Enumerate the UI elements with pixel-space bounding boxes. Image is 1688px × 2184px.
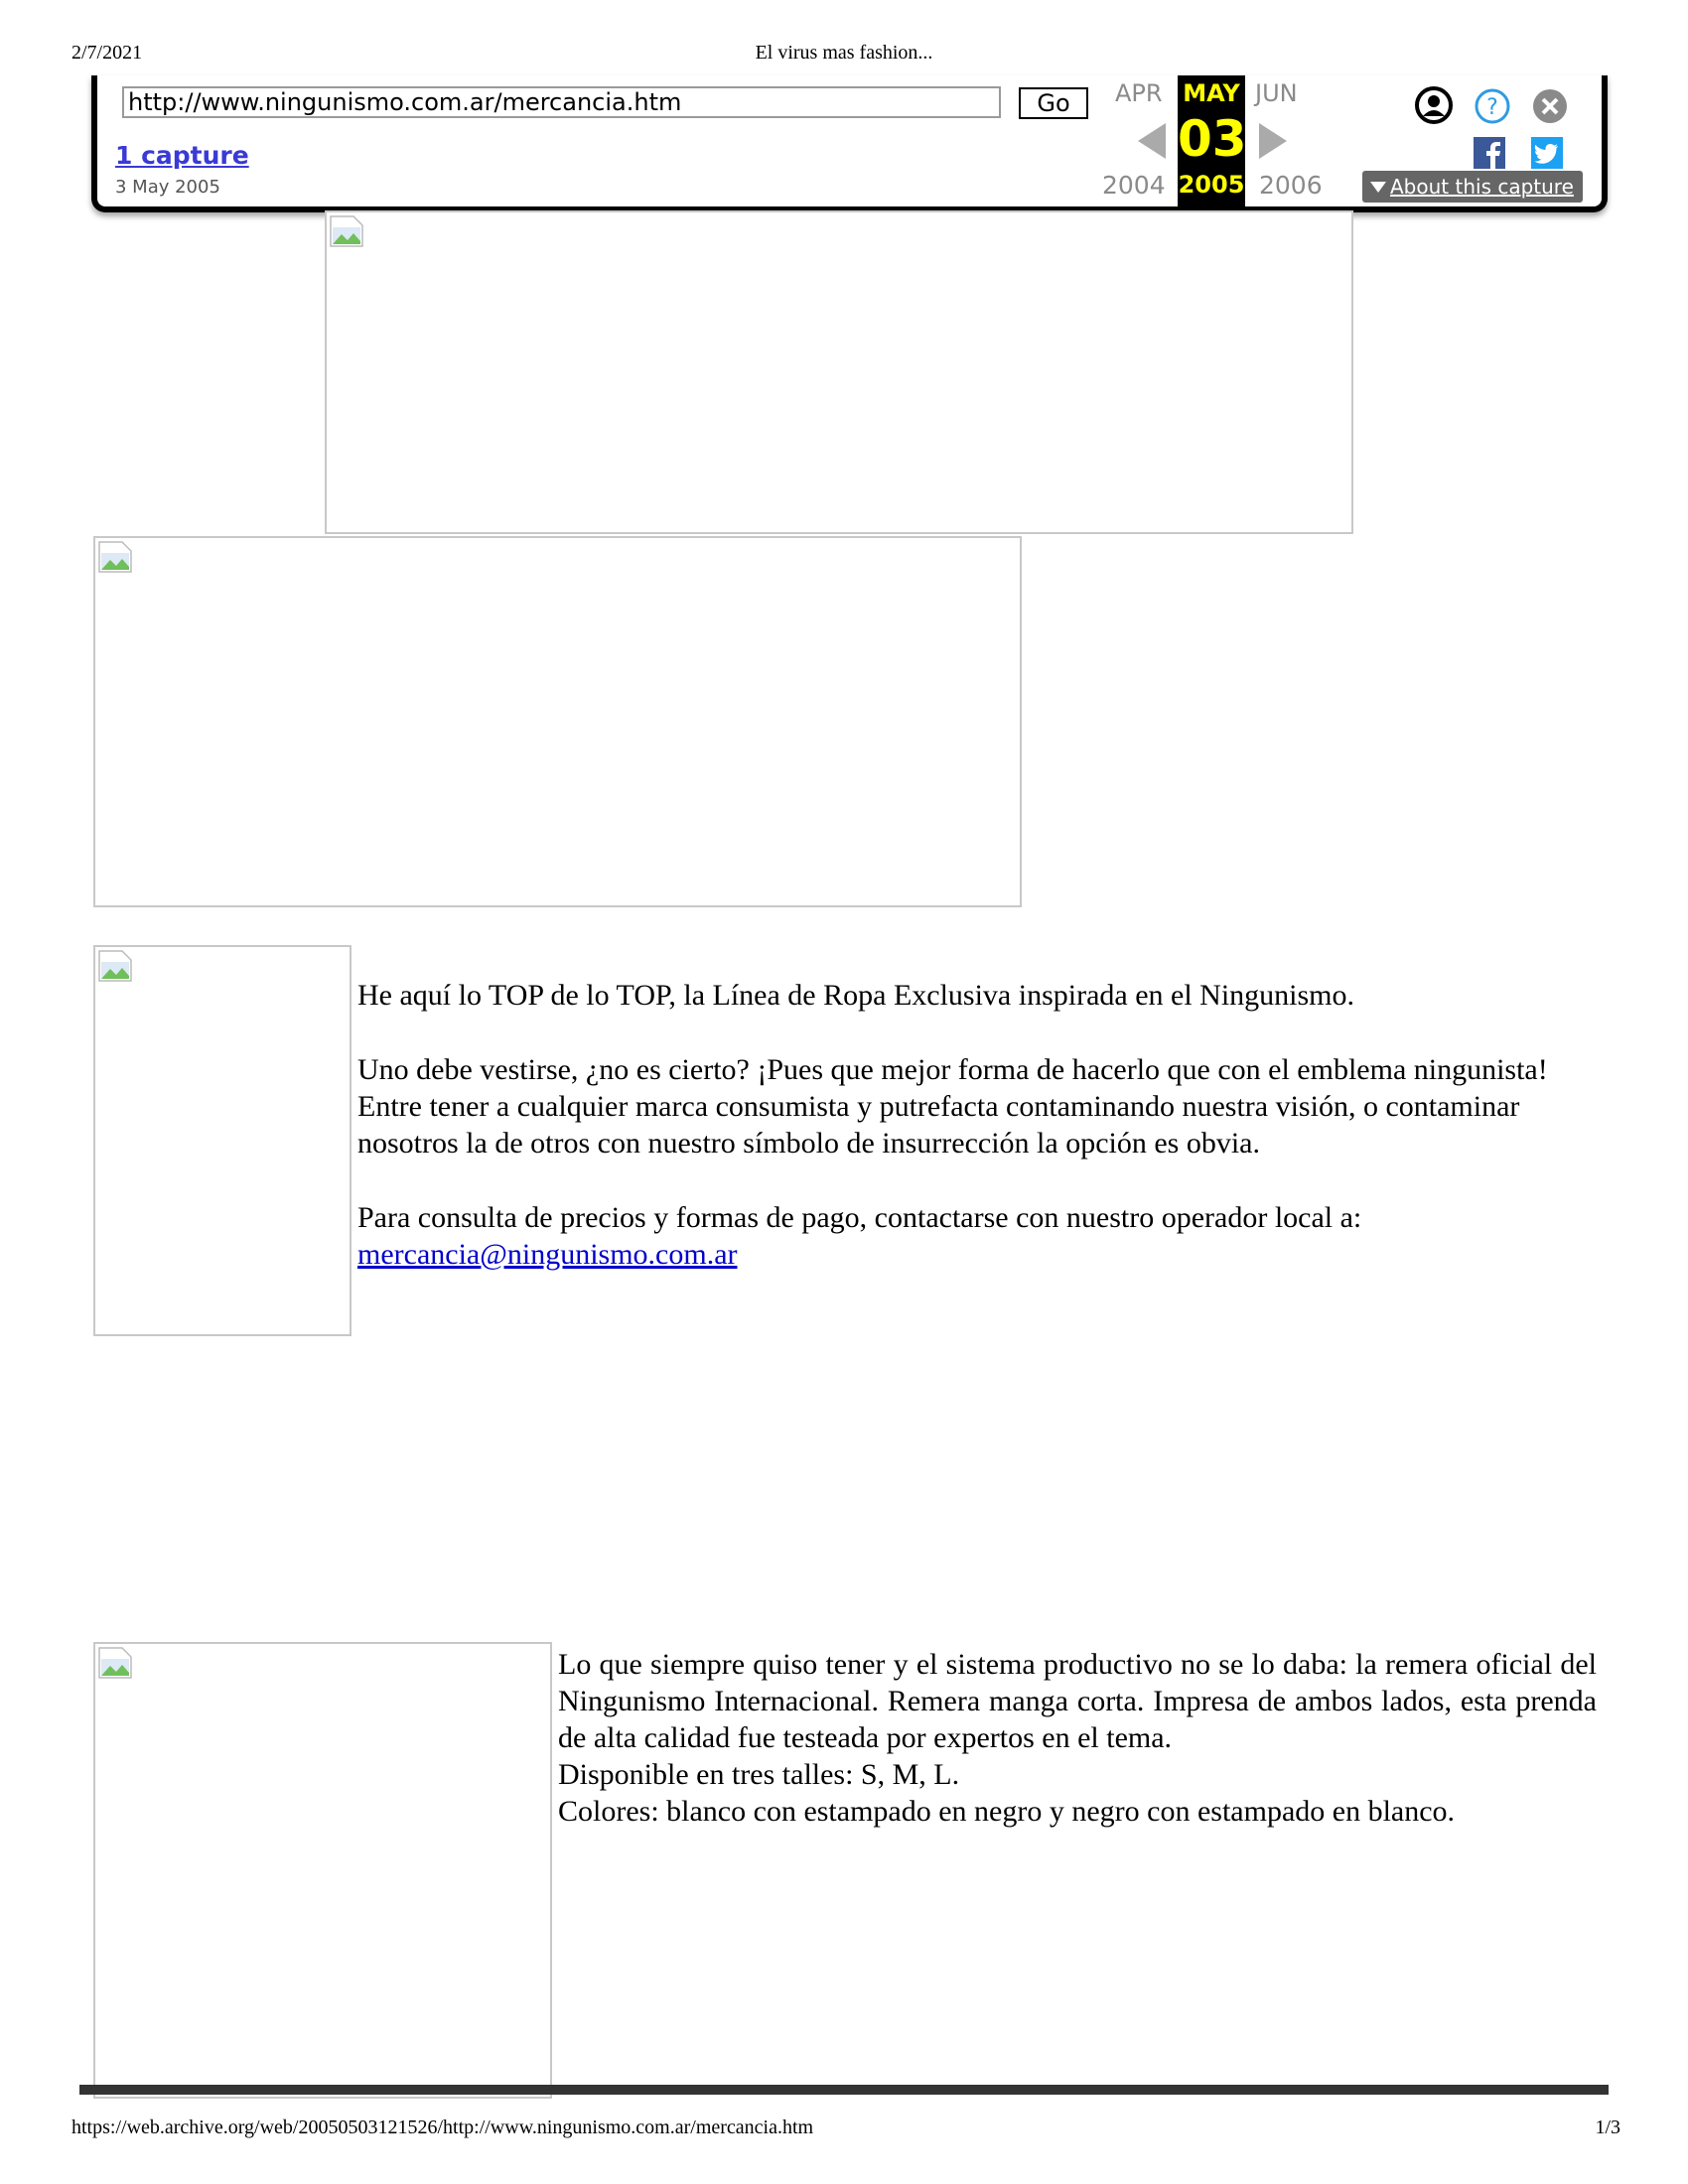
caret-down-icon — [1370, 182, 1386, 193]
broken-image-icon — [330, 215, 363, 247]
help-icon[interactable] — [1474, 87, 1511, 125]
broken-image-icon — [98, 1647, 132, 1679]
calendar-active-year: 2005 — [1178, 171, 1245, 199]
twitter-icon[interactable] — [1531, 137, 1563, 169]
calendar-prev-year[interactable]: 2004 — [1102, 171, 1166, 200]
product-description — [558, 1646, 1597, 1830]
intro-paragraph-3: Para consulta de precios y formas de pago, contactarse con nuestro operador local a: — [357, 1201, 1362, 1234]
close-icon[interactable] — [1531, 87, 1569, 125]
url-input[interactable] — [122, 86, 1001, 118]
footer-rule — [79, 2085, 1609, 2095]
header-banner-image — [325, 210, 1353, 534]
intro-image — [93, 945, 352, 1336]
product-line-1: Lo que siempre quiso tener y el sistema productivo no se lo daba: la remera oficial del Ningunismo Internacional. Remera manga corta. Impresa de ambos lados, esta prenda de alta calidad fue testeada por expertos en el tema. — [558, 1648, 1597, 1754]
capture-date: 3 May 2005 — [115, 177, 220, 198]
facebook-icon[interactable] — [1474, 137, 1505, 169]
wayback-toolbar — [91, 75, 1608, 212]
broken-image-icon — [98, 950, 132, 982]
about-capture-button[interactable] — [1362, 171, 1583, 203]
tshirt-image — [93, 1642, 552, 2099]
print-date: 2/7/2021 — [71, 42, 143, 64]
product-line-2: Disponible en tres talles: S, M, L. — [558, 1758, 960, 1791]
calendar-active-day: 03 — [1178, 110, 1247, 168]
intro-paragraph-1: He aquí lo TOP de lo TOP, la Línea de Ropa Exclusiva inspirada en el Ningunismo. — [357, 979, 1355, 1012]
go-button[interactable]: Go — [1019, 87, 1088, 119]
intro-paragraph-2b: Entre tener a cualquier marca consumista y putrefacta contaminando nuestra visión, o contaminar nosotros la de otros con nuestro símbolo de insurrección la opción es obvia. — [357, 1090, 1520, 1160]
calendar-next-year[interactable]: 2006 — [1259, 171, 1323, 200]
chevron-right-icon[interactable] — [1259, 123, 1287, 159]
user-icon[interactable] — [1414, 85, 1454, 125]
intro-text — [357, 977, 1549, 1273]
calendar-prev-month[interactable]: APR — [1115, 79, 1163, 107]
chevron-left-icon[interactable] — [1138, 123, 1166, 159]
calendar-next-month[interactable]: JUN — [1255, 79, 1298, 107]
broken-image-icon — [98, 541, 132, 573]
print-title: El virus mas fashion... — [755, 42, 933, 64]
calendar-active-month: MAY — [1183, 79, 1240, 107]
captures-link[interactable]: 1 capture — [115, 141, 249, 170]
product-line-3: Colores: blanco con estampado en negro y negro con estampado en blanco. — [558, 1795, 1456, 1828]
calendar-active-column — [1178, 75, 1245, 206]
print-footer-url: https://web.archive.org/web/20050503121526/http://www.ningunismo.com.ar/mercancia.htm — [71, 2116, 814, 2138]
intro-paragraph-2a: Uno debe vestirse, ¿no es cierto? ¡Pues que mejor forma de hacerlo que con el emblema ningunista! — [357, 1053, 1548, 1086]
logo-banner-image — [93, 536, 1022, 907]
email-link[interactable]: mercancia@ningunismo.com.ar — [357, 1238, 738, 1271]
print-page-number: 1/3 — [1595, 2116, 1620, 2138]
about-capture-label: About this capture — [1390, 175, 1574, 199]
svg-text:?: ? — [1486, 95, 1498, 120]
